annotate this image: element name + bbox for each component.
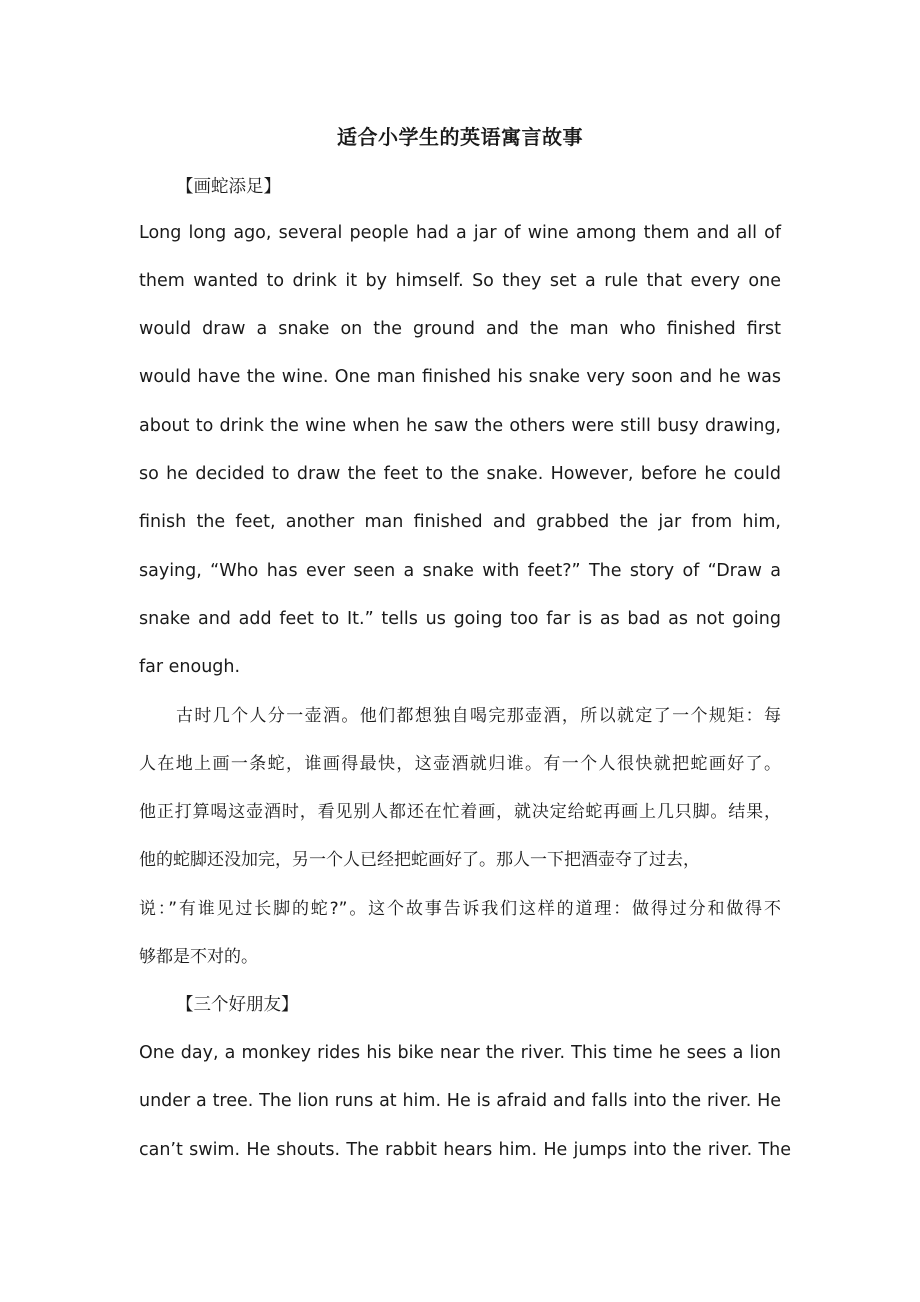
paragraph-line: One day, a monkey rides his bike near the river. This time he sees a lion (139, 1043, 781, 1063)
paragraph-line: far enough. (139, 657, 241, 677)
paragraph-line: 人在地上画一条蛇，谁画得最快，这壶酒就归谁。有一个人很快就把蛇画好了。 (139, 754, 781, 774)
paragraph-line: 够都是不对的。 (139, 947, 258, 967)
paragraph-line: 说：”有谁见过长脚的蛇?”。这个故事告诉我们这样的道理：做得过分和做得不 (139, 899, 781, 919)
section-heading: 【画蛇添足】 (176, 177, 281, 197)
paragraph-line: saying, “Who has ever seen a snake with feet?” The story of “Draw a (139, 561, 781, 581)
paragraph-line: 他的蛇脚还没加完，另一个人已经把蛇画好了。那人一下把酒壶夺了过去， (139, 850, 700, 870)
paragraph-line: under a tree. The lion runs at him. He is afraid and falls into the river. He (139, 1091, 781, 1111)
section-heading: 【三个好朋友】 (176, 995, 299, 1015)
document-title: 适合小学生的英语寓言故事 (337, 125, 583, 149)
paragraph-line: finish the feet, another man finished and grabbed the jar from him, (139, 512, 781, 532)
paragraph-line: Long long ago, several people had a jar of wine among them and all of (139, 223, 781, 243)
paragraph-line: about to drink the wine when he saw the others were still busy drawing, (139, 416, 781, 436)
paragraph-line: snake and add feet to It.” tells us going too far is as bad as not going (139, 609, 781, 629)
paragraph-line: can’t swim. He shouts. The rabbit hears him. He jumps into the river. The (139, 1140, 791, 1160)
paragraph-line: 古时几个人分一壶酒。他们都想独自喝完那壶酒，所以就定了一个规矩：每 (176, 706, 781, 726)
paragraph-line: 他正打算喝这壶酒时，看见别人都还在忙着画，就决定给蛇再画上几只脚。结果， (139, 802, 781, 822)
paragraph-line: would draw a snake on the ground and the man who finished first (139, 319, 781, 339)
paragraph-line: so he decided to draw the feet to the snake. However, before he could (139, 464, 781, 484)
paragraph-line: them wanted to drink it by himself. So they set a rule that every one (139, 271, 781, 291)
paragraph-line: would have the wine. One man finished his snake very soon and he was (139, 367, 781, 387)
